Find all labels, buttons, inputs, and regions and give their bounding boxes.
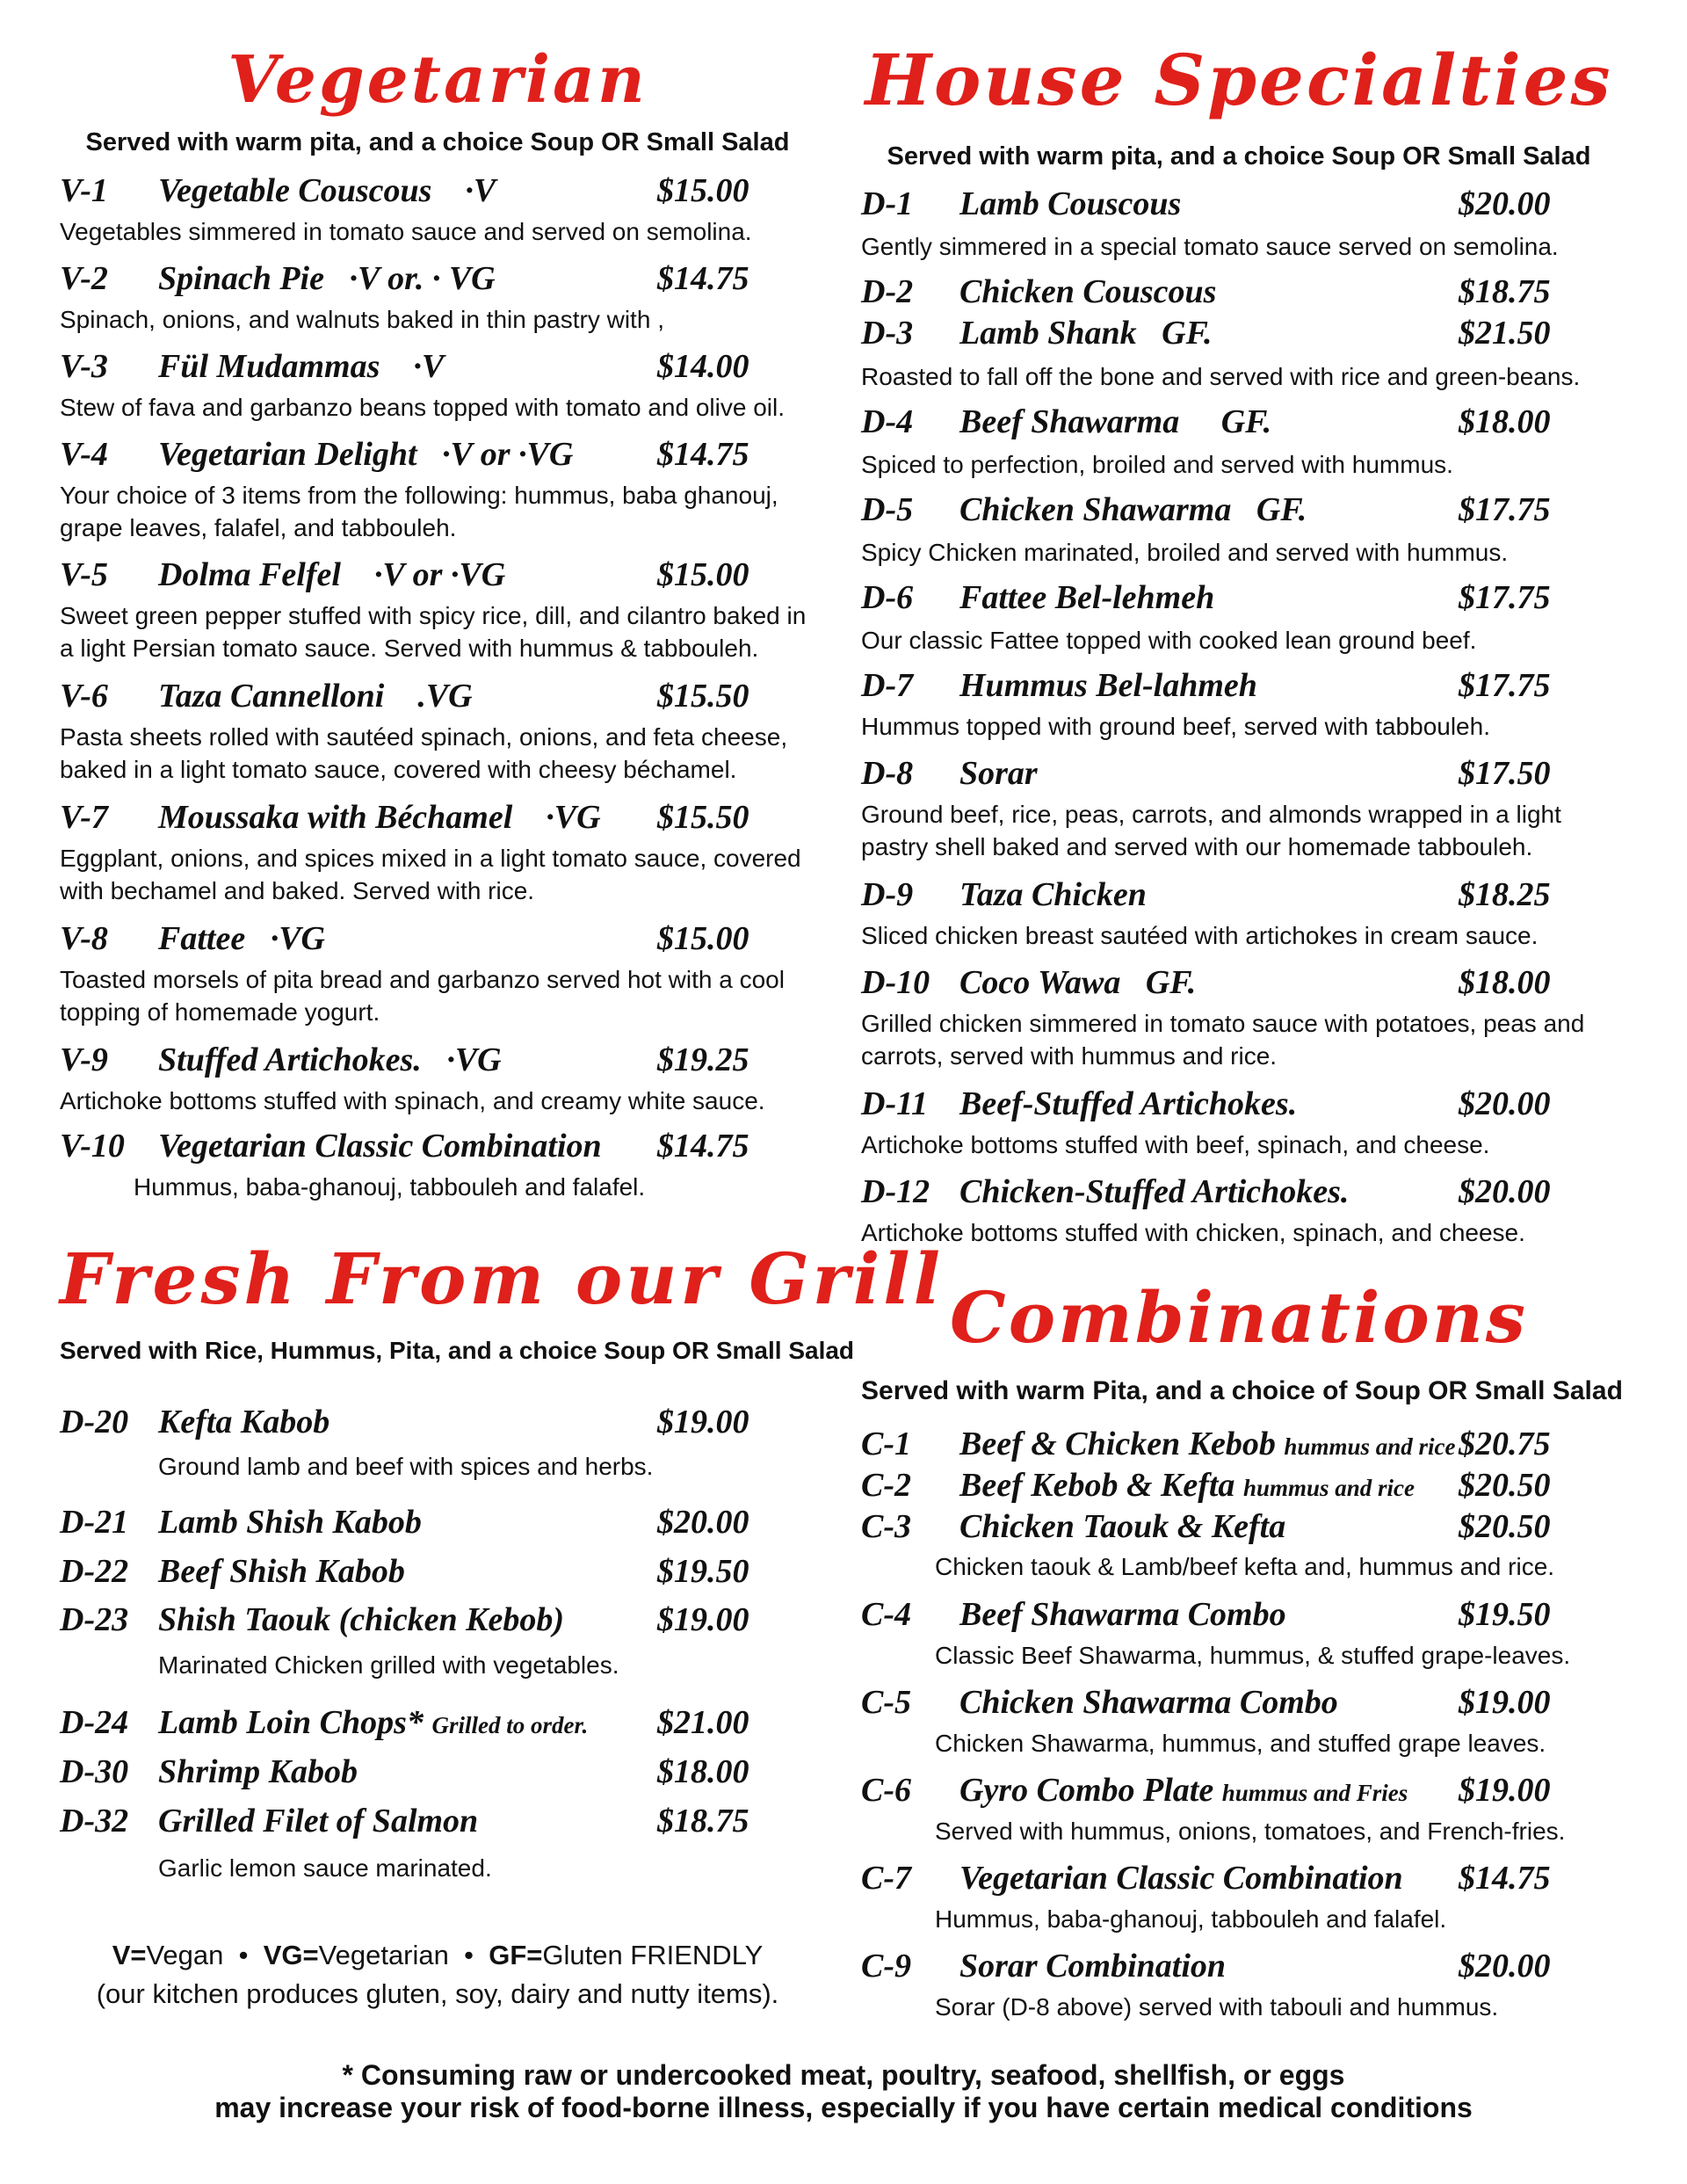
menu-item-d23: [60, 1600, 815, 1641]
item-name: Shrimp Kabob: [158, 1753, 358, 1790]
diet-tag: ·V or ·VG: [373, 556, 506, 593]
menu-item-v4: [60, 435, 815, 475]
item-description: Served with hummus, onions, tomatoes, and French-fries.: [935, 1818, 1566, 1845]
menu-item-c6: [861, 1771, 1617, 1811]
grill-subheading: Served with Rice, Hummus, Pita, and a choice Soup OR Small Salad: [60, 1337, 855, 1364]
item-description: Your choice of 3 items from the following: hummus, baba ghanouj, grape leaves, falafel, and tabbouleh.: [60, 482, 778, 541]
item-description: Hummus, baba-ghanouj, tabbouleh and falafel.: [134, 1173, 646, 1201]
item-price: $14.75: [1459, 1860, 1551, 1897]
item-description: Ground lamb and beef with spices and herbs.: [158, 1453, 654, 1480]
menu-item-c5: [861, 1683, 1617, 1723]
item-name: Beef & Chicken Kebob hummus and rice: [959, 1426, 1456, 1462]
item-code: C-1: [861, 1426, 911, 1462]
item-note: Grilled to order.: [431, 1712, 589, 1738]
item-description: Eggplant, onions, and spices mixed in a light tomato sauce, covered with bechamel and baked. Served with rice.: [60, 845, 801, 904]
item-price: $20.00: [1459, 1085, 1551, 1122]
item-code: V-7: [60, 799, 108, 836]
vegetarian-heading: Vegetarian: [228, 42, 648, 118]
item-description: Pasta sheets rolled with sautéed spinach, onions, and feta cheese, baked in a light tomato sauce, covered with cheesy béchamel.: [60, 723, 788, 783]
item-description: Hummus topped with ground beef, served with tabbouleh.: [861, 713, 1490, 740]
menu-item-d8: [861, 754, 1617, 795]
item-name: Beef Shish Kabob: [158, 1553, 405, 1590]
menu-item-d4: [861, 403, 1617, 443]
item-price: $20.00: [1459, 185, 1551, 222]
item-name: Lamb Couscous: [959, 185, 1182, 222]
diet-tag: GF.: [1145, 964, 1197, 1001]
item-name: Moussaka with Béchamel ·VG: [158, 799, 601, 836]
item-price: $21.00: [657, 1704, 749, 1741]
menu-item-v7: [60, 798, 815, 838]
food-safety-disclaimer: [0, 2059, 1687, 2124]
menu-item-d32: [60, 1802, 815, 1842]
item-description: Marinated Chicken grilled with vegetables.: [158, 1651, 619, 1679]
item-code: D-4: [861, 403, 914, 440]
item-price: $18.00: [657, 1753, 749, 1790]
item-code: D-7: [861, 667, 914, 704]
combinations-heading: Combinations: [950, 1276, 1528, 1359]
item-price: $14.75: [657, 1128, 749, 1165]
item-code: V-1: [60, 172, 108, 209]
item-name: Coco Wawa GF.: [959, 964, 1197, 1001]
item-name: Beef-Stuffed Artichokes.: [959, 1085, 1298, 1122]
item-price: $18.75: [657, 1803, 749, 1839]
item-code: D-9: [861, 876, 914, 913]
diet-tag: GF.: [1256, 491, 1307, 528]
item-name: Spinach Pie ·V or. · VG: [158, 260, 496, 297]
combinations-subheading: Served with warm Pita, and a choice of Soup OR Small Salad: [861, 1376, 1623, 1405]
item-code: D-2: [861, 273, 914, 310]
item-code: V-3: [60, 348, 108, 385]
item-price: $21.50: [1459, 315, 1551, 352]
item-price: $15.00: [657, 556, 749, 593]
item-name: Shish Taouk (chicken Kebob): [158, 1601, 565, 1638]
item-code: D-22: [60, 1553, 129, 1590]
item-name: Vegetarian Classic Combination: [959, 1860, 1403, 1897]
menu-item-d10: [861, 963, 1617, 1004]
item-price: $19.00: [1459, 1772, 1551, 1809]
item-code: D-12: [861, 1173, 930, 1210]
item-description: Chicken taouk & Lamb/beef kefta and, hummus and rice.: [935, 1553, 1555, 1580]
item-price: $14.75: [657, 436, 749, 473]
item-name: Vegetable Couscous ·V: [158, 172, 496, 209]
item-description: Spinach, onions, and walnuts baked in thin pastry with ,: [60, 306, 664, 333]
item-price: $15.00: [657, 172, 749, 209]
item-name: Taza Chicken: [959, 876, 1147, 913]
menu-item-v6: [60, 677, 815, 717]
menu-item-d9: [861, 875, 1617, 916]
item-code: D-1: [861, 185, 914, 222]
item-price: $17.75: [1459, 579, 1551, 616]
item-note: hummus and Fries: [1221, 1780, 1408, 1806]
item-price: $15.50: [657, 678, 749, 715]
item-name: Beef Shawarma Combo: [959, 1596, 1286, 1633]
item-name: Fattee ·VG: [158, 920, 325, 957]
menu-item-d11: [861, 1085, 1617, 1125]
item-description: Spiced to perfection, broiled and served with hummus.: [861, 451, 1453, 478]
item-name: Beef Kebob & Kefta hummus and rice: [959, 1467, 1415, 1504]
item-name: Chicken Couscous: [959, 273, 1217, 310]
item-name: Lamb Loin Chops* Grilled to order.: [158, 1704, 589, 1741]
item-price: $20.00: [1459, 1948, 1551, 1984]
menu-item-d1: [861, 185, 1617, 225]
item-code: C-9: [861, 1948, 911, 1984]
menu-item-d7: [861, 666, 1617, 707]
item-price: $20.00: [657, 1504, 749, 1541]
menu-item-d20: [60, 1403, 815, 1443]
item-price: $19.00: [657, 1404, 749, 1440]
grill-heading: Fresh From our Grill: [60, 1237, 945, 1320]
item-price: $19.00: [657, 1601, 749, 1638]
item-code: V-10: [60, 1128, 125, 1165]
item-name: Gyro Combo Plate hummus and Fries: [959, 1772, 1408, 1809]
menu-item-d6: [861, 578, 1617, 619]
item-code: V-9: [60, 1041, 108, 1078]
item-code: V-6: [60, 678, 108, 715]
vegetarian-subheading: Served with warm pita, and a choice Soup OR Small Salad: [85, 128, 790, 156]
item-name: Vegetarian Classic Combination: [158, 1128, 602, 1165]
menu-item-v3: [60, 347, 815, 388]
item-description: Artichoke bottoms stuffed with chicken, spinach, and cheese.: [861, 1219, 1525, 1246]
menu-item-v5: [60, 555, 815, 596]
item-price: $19.50: [657, 1553, 749, 1590]
item-description: Ground beef, rice, peas, carrots, and almonds wrapped in a light pastry shell baked and served with our homemade tabbouleh.: [861, 801, 1561, 860]
item-code: V-2: [60, 260, 108, 297]
item-code: D-6: [861, 579, 914, 616]
item-code: D-32: [60, 1803, 129, 1839]
item-price: $18.00: [1459, 964, 1551, 1001]
menu-item-c3: [861, 1507, 1617, 1548]
diet-tag: ·VG: [270, 920, 325, 957]
item-price: $20.00: [1459, 1173, 1551, 1210]
menu-item-v10: [60, 1127, 815, 1167]
menu-item-d21: [60, 1503, 815, 1543]
legend-note: (our kitchen produces gluten, soy, dairy and nutty items).: [96, 1978, 779, 2009]
item-price: $17.75: [1459, 667, 1551, 704]
house-specialties-heading: House Specialties: [865, 39, 1613, 121]
item-name: Kefta Kabob: [158, 1404, 330, 1440]
menu-item-d2: [861, 272, 1617, 313]
item-name: Stuffed Artichokes. ·VG: [158, 1041, 502, 1078]
item-name: Grilled Filet of Salmon: [158, 1803, 479, 1839]
diet-tag: ·V: [465, 172, 496, 209]
item-note: hummus and rice: [1284, 1433, 1456, 1460]
item-price: $20.50: [1459, 1508, 1551, 1545]
item-name: Hummus Bel-lahmeh: [959, 667, 1257, 704]
item-name: Lamb Shish Kabob: [158, 1504, 422, 1541]
item-description: Vegetables simmered in tomato sauce and served on semolina.: [60, 218, 752, 245]
menu-item-c9: [861, 1947, 1617, 1987]
item-code: D-21: [60, 1504, 129, 1541]
item-price: $14.75: [657, 260, 749, 297]
diet-tag: ·V or ·VG: [442, 436, 574, 473]
item-description: Sweet green pepper stuffed with spicy rice, dill, and cilantro baked in a light Persian tomato sauce. Served with hummus & tabbouleh.: [60, 602, 807, 662]
item-price: $19.00: [1459, 1684, 1551, 1721]
legend-keys: V=Vegan • VG=Vegetarian • GF=Gluten FRIENDLY: [112, 1940, 764, 1970]
diet-tag: GF.: [1162, 315, 1213, 352]
diet-tag: ·VG: [546, 799, 601, 836]
menu-item-v9: [60, 1041, 815, 1081]
item-name: Lamb Shank GF.: [959, 315, 1213, 352]
diet-tag: .VG: [417, 678, 473, 715]
item-code: V-8: [60, 920, 108, 957]
item-price: $19.25: [657, 1041, 749, 1078]
item-description: Chicken Shawarma, hummus, and stuffed grape leaves.: [935, 1730, 1546, 1757]
item-note: hummus and rice: [1242, 1475, 1415, 1501]
item-description: Artichoke bottoms stuffed with beef, spinach, and cheese.: [861, 1131, 1490, 1158]
menu-item-c4: [861, 1595, 1617, 1636]
menu-item-v8: [60, 919, 815, 960]
item-name: Vegetarian Delight ·V or ·VG: [158, 436, 574, 473]
item-price: $17.75: [1459, 491, 1551, 528]
menu-item-d30: [60, 1752, 815, 1793]
house-specialties-subheading: Served with warm pita, and a choice Soup OR Small Salad: [887, 142, 1591, 171]
item-code: D-10: [861, 964, 930, 1001]
item-code: C-4: [861, 1596, 911, 1633]
item-description: Our classic Fattee topped with cooked lean ground beef.: [861, 627, 1477, 654]
disclaimer-line-1: * Consuming raw or undercooked meat, poultry, seafood, shellfish, or eggs: [342, 2059, 1345, 2091]
menu-item-c1: [861, 1425, 1617, 1465]
diet-tag: ·V or. · VG: [349, 260, 496, 297]
item-description: Artichoke bottoms stuffed with spinach, and creamy white sauce.: [60, 1087, 765, 1114]
item-code: D-11: [861, 1085, 928, 1122]
diet-tag: ·VG: [446, 1041, 502, 1078]
item-price: $15.50: [657, 799, 749, 836]
diet-legend: [60, 1936, 815, 2013]
item-price: $15.00: [657, 920, 749, 957]
menu-item-d12: [861, 1172, 1617, 1213]
item-code: V-5: [60, 556, 108, 593]
item-price: $18.25: [1459, 876, 1551, 913]
item-name: Sorar Combination: [959, 1948, 1227, 1984]
item-code: D-23: [60, 1601, 129, 1638]
item-price: $14.00: [657, 348, 749, 385]
menu-item-d24: [60, 1703, 815, 1744]
item-price: $19.50: [1459, 1596, 1551, 1633]
menu-item-d3: [861, 314, 1617, 354]
item-name: Sorar: [959, 755, 1038, 792]
item-description: Gently simmered in a special tomato sauce served on semolina.: [861, 233, 1559, 260]
item-description: Sliced chicken breast sautéed with artichokes in cream sauce.: [861, 922, 1539, 949]
item-code: C-2: [861, 1467, 911, 1504]
item-name: Chicken-Stuffed Artichokes.: [959, 1173, 1350, 1210]
disclaimer-line-2: may increase your risk of food-borne illness, especially if you have certain medical conditions: [214, 2092, 1473, 2123]
item-name: Taza Cannelloni .VG: [158, 678, 473, 715]
item-name: Fattee Bel-lehmeh: [959, 579, 1215, 616]
item-price: $20.75: [1459, 1426, 1551, 1462]
item-description: Stew of fava and garbanzo beans topped with tomato and olive oil.: [60, 394, 785, 421]
item-code: D-20: [60, 1404, 129, 1440]
item-description: Hummus, baba-ghanouj, tabbouleh and falafel.: [935, 1905, 1447, 1933]
item-name: Dolma Felfel ·V or ·VG: [158, 556, 506, 593]
item-description: Toasted morsels of pita bread and garbanzo served hot with a cool topping of homemade yogurt.: [60, 966, 785, 1026]
item-name: Chicken Shawarma Combo: [959, 1684, 1338, 1721]
item-description: Sorar (D-8 above) served with tabouli and hummus.: [935, 1993, 1499, 2021]
item-name: Chicken Shawarma GF.: [959, 491, 1307, 528]
item-name: Beef Shawarma GF.: [959, 403, 1272, 440]
menu-item-c7: [861, 1859, 1617, 1899]
menu-item-v1: [60, 171, 815, 212]
item-code: C-5: [861, 1684, 911, 1721]
item-price: $18.75: [1459, 273, 1551, 310]
item-description: Roasted to fall off the bone and served with rice and green-beans.: [861, 363, 1581, 390]
item-code: D-3: [861, 315, 914, 352]
item-code: D-30: [60, 1753, 129, 1790]
item-name: Fül Mudammas ·V: [158, 348, 445, 385]
item-code: C-6: [861, 1772, 911, 1809]
item-code: C-7: [861, 1860, 911, 1897]
menu-item-d5: [861, 490, 1617, 531]
item-code: D-5: [861, 491, 914, 528]
item-description: Classic Beef Shawarma, hummus, & stuffed grape-leaves.: [935, 1642, 1571, 1669]
menu-item-v2: [60, 259, 815, 300]
item-description: Garlic lemon sauce marinated.: [158, 1854, 492, 1882]
item-code: C-3: [861, 1508, 911, 1545]
diet-tag: GF.: [1220, 403, 1272, 440]
menu-item-c2: [861, 1466, 1617, 1506]
item-price: $20.50: [1459, 1467, 1551, 1504]
item-code: V-4: [60, 436, 108, 473]
menu-item-d22: [60, 1552, 815, 1593]
item-description: Grilled chicken simmered in tomato sauce with potatoes, peas and carrots, served with hummus and rice.: [861, 1010, 1585, 1070]
item-price: $18.00: [1459, 403, 1551, 440]
item-name: Chicken Taouk & Kefta: [959, 1508, 1286, 1545]
item-price: $17.50: [1459, 755, 1551, 792]
item-description: Spicy Chicken marinated, broiled and served with hummus.: [861, 539, 1509, 566]
diet-tag: ·V: [413, 348, 445, 385]
item-code: D-24: [60, 1704, 129, 1741]
item-code: D-8: [861, 755, 914, 792]
